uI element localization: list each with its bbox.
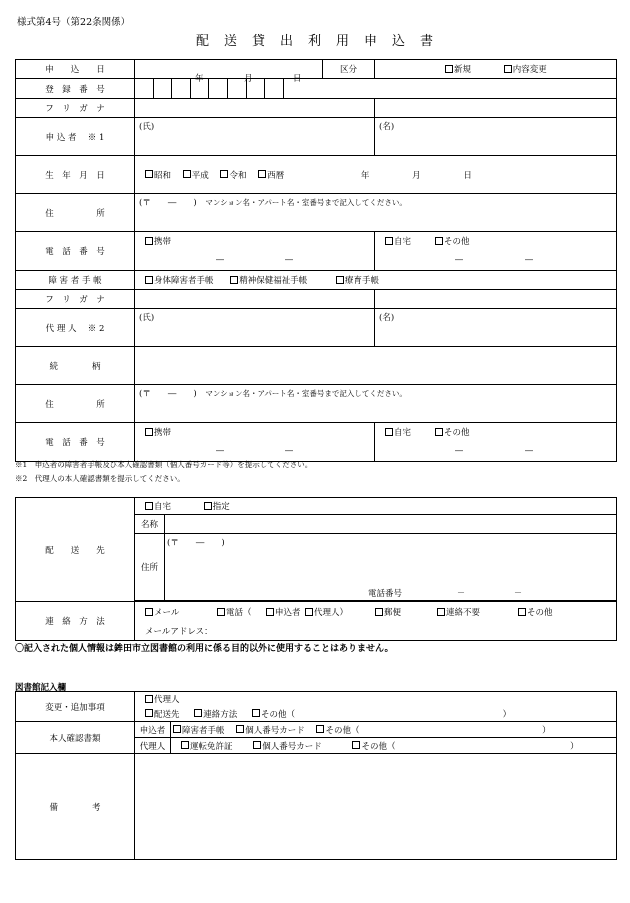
- remarks-field[interactable]: [135, 754, 617, 860]
- agent-postal-code: (〒 ― ): [139, 389, 197, 399]
- dash: ―: [285, 255, 293, 264]
- relation-field[interactable]: [135, 347, 617, 385]
- agent-home-phone-field[interactable]: [375, 423, 617, 462]
- checkbox-icon: [518, 608, 526, 616]
- furigana-family-field[interactable]: [135, 99, 375, 118]
- dest-address-label: 住所: [135, 534, 165, 601]
- day-label: 日: [293, 74, 302, 84]
- home-phone-field[interactable]: [375, 232, 617, 271]
- given-name-label: (名): [379, 122, 395, 132]
- dest-name-label: 名称: [135, 515, 165, 534]
- application-table: [15, 59, 617, 462]
- agent-phone-label: 電 話 番 号: [16, 423, 135, 462]
- checkbox-icon: [145, 170, 153, 178]
- new-option[interactable]: 新規: [445, 65, 471, 75]
- id-agent-field[interactable]: [171, 738, 617, 754]
- birth-year-label: 年: [360, 170, 370, 181]
- checkbox-icon: [316, 725, 324, 733]
- checkbox-icon: [437, 608, 445, 616]
- page-title: 配 送 貸 出 利 用 申 込 書: [195, 34, 434, 49]
- month-label: 月: [244, 74, 253, 84]
- category-field[interactable]: [375, 60, 617, 79]
- family-name-label: (氏): [139, 122, 155, 132]
- delivery-table: [15, 497, 617, 641]
- dash: ―: [455, 446, 463, 455]
- checkbox-icon: [145, 237, 153, 245]
- close-paren: ）: [502, 709, 512, 720]
- birth-day-label: 日: [463, 170, 472, 181]
- furigana-given-field[interactable]: [375, 99, 617, 118]
- digit-box[interactable]: [265, 79, 284, 98]
- checkbox-icon: [183, 170, 191, 178]
- mobile-option[interactable]: 携帯: [145, 235, 171, 247]
- dest-phone-label: 電話番号: [368, 589, 403, 599]
- agent-name-label: 代 理 人 ※ 2: [16, 309, 135, 347]
- id-license-option[interactable]: 運転免許証: [181, 742, 233, 752]
- mail-address-label: メールアドレス：: [145, 627, 213, 637]
- family-name-field[interactable]: [135, 118, 375, 156]
- id-other-option[interactable]: その他（: [316, 726, 359, 736]
- birth-month-label: 月: [412, 170, 421, 181]
- form-id: 様式第4号（第22条関係）: [17, 17, 131, 28]
- agent-home-option[interactable]: 自宅: [385, 426, 411, 438]
- change-other-field[interactable]: [135, 707, 617, 722]
- id-docs-label: 本人確認書類: [16, 722, 135, 754]
- id-agent-label: 代理人: [135, 738, 171, 754]
- postal-code: (〒 ― ): [139, 198, 197, 208]
- checkbox-icon: [435, 428, 443, 436]
- delivery-dest-label: 配 送 先: [16, 498, 135, 602]
- agent-address-field[interactable]: [135, 385, 617, 423]
- digit-box[interactable]: [154, 79, 173, 98]
- checkbox-icon: [445, 65, 453, 73]
- tel-option[interactable]: 電話（: [217, 606, 252, 618]
- checkbox-icon: [258, 170, 266, 178]
- date-field[interactable]: [135, 60, 323, 84]
- contact-other-option[interactable]: その他: [518, 606, 553, 618]
- note-1: ※1 申込者の障害者手帳及び本人確認書類（個人番号カード等）を提示してください。: [15, 460, 313, 469]
- checkbox-icon: [145, 709, 153, 717]
- digit-box[interactable]: [172, 79, 191, 98]
- relation-label: 続 柄: [16, 347, 135, 385]
- post-option[interactable]: 郵便: [375, 606, 401, 618]
- agent-address-label: 住 所: [16, 385, 135, 423]
- id-applicant-label: 申込者: [135, 722, 171, 738]
- dash: ―: [525, 255, 533, 264]
- furigana-label: フ リ ガ ナ: [16, 99, 135, 118]
- change-items-label: 変更・追加事項: [16, 692, 135, 722]
- checkbox-icon: [435, 237, 443, 245]
- registration-label: 登 録 番 号: [16, 79, 135, 99]
- id-mynumber-option[interactable]: 個人番号カード: [236, 726, 305, 736]
- checkbox-icon: [305, 608, 313, 616]
- change-option[interactable]: 内容変更: [504, 65, 547, 75]
- agent-furigana-label: フ リ ガ ナ: [16, 290, 135, 309]
- era-reiwa[interactable]: 令和: [220, 171, 246, 181]
- digit-box[interactable]: [209, 79, 228, 98]
- address-label: 住 所: [16, 194, 135, 232]
- checkbox-icon: [145, 608, 153, 616]
- id-disability-option[interactable]: 障害者手帳: [173, 726, 225, 736]
- checkbox-icon: [194, 709, 202, 717]
- dash: ―: [216, 255, 224, 264]
- contact-method-label: 連 絡 方 法: [16, 602, 135, 641]
- agent-other-option[interactable]: その他: [435, 426, 470, 438]
- checkbox-icon: [230, 276, 238, 284]
- remarks-label: 備 考: [16, 754, 135, 860]
- birthdate-field[interactable]: [135, 156, 617, 194]
- given-name-field[interactable]: [375, 118, 617, 156]
- checkbox-icon: [253, 741, 261, 749]
- tel-agent-option[interactable]: 代理人）: [305, 606, 348, 618]
- agent-given-name-field[interactable]: [375, 309, 617, 347]
- dash: －: [514, 588, 522, 597]
- agent-family-name-field[interactable]: [135, 309, 375, 347]
- dash: －: [457, 588, 465, 597]
- change-agent-field[interactable]: [135, 692, 617, 707]
- address-note: マンション名・アパート名・室番号まで記入してください。: [205, 198, 407, 207]
- ryoiku-option[interactable]: 療育手帳: [336, 276, 379, 286]
- checkbox-icon: [336, 276, 344, 284]
- change-dest-option[interactable]: 配送先: [145, 710, 180, 720]
- agent-furigana-given-field[interactable]: [375, 290, 617, 309]
- close-paren: ）: [570, 741, 579, 752]
- dash: ―: [525, 446, 533, 455]
- address-field[interactable]: [135, 194, 617, 232]
- dest-designated-option[interactable]: 指定: [204, 502, 230, 512]
- phone-label: 電 話 番 号: [16, 232, 135, 271]
- agent-address-note: マンション名・アパート名・室番号まで記入してください。: [205, 389, 407, 398]
- era-heisei[interactable]: 平成: [183, 171, 209, 181]
- checkbox-icon: [504, 65, 512, 73]
- birthdate-label: 生 年 月 日: [16, 156, 135, 194]
- checkbox-icon: [145, 428, 153, 436]
- note-2: ※2 代理人の本人確認書類を提示してください。: [15, 474, 185, 483]
- home-option[interactable]: 自宅: [385, 235, 411, 247]
- checkbox-icon: [217, 608, 225, 616]
- agent-mobile-option[interactable]: 携帯: [145, 426, 171, 438]
- id-applicant-field[interactable]: [171, 722, 617, 738]
- category-label: 区分: [323, 60, 375, 79]
- checkbox-icon: [252, 709, 260, 717]
- era-showa[interactable]: 昭和: [145, 171, 171, 181]
- checkbox-icon: [385, 237, 393, 245]
- privacy-notice: 〇記入された個人情報は鉾田市立図書館の利用に係る目的以外に使用することはありません。: [15, 644, 394, 654]
- mental-option[interactable]: 精神保健福祉手帳: [230, 276, 307, 286]
- checkbox-icon: [145, 276, 153, 284]
- checkbox-icon: [236, 725, 244, 733]
- change-other-option[interactable]: その他（: [252, 710, 295, 720]
- no-contact-option[interactable]: 連絡不要: [437, 606, 480, 618]
- id-agent-mynumber-option[interactable]: 個人番号カード: [253, 742, 322, 752]
- dash: ―: [285, 446, 293, 455]
- dest-type-field[interactable]: [135, 498, 617, 515]
- registration-number-field[interactable]: [135, 79, 617, 99]
- agent-given-label: (名): [379, 313, 395, 323]
- change-agent-option[interactable]: 代理人: [145, 695, 180, 705]
- checkbox-icon: [375, 608, 383, 616]
- checkbox-icon: [181, 741, 189, 749]
- physical-option[interactable]: 身体障害者手帳: [145, 276, 214, 286]
- year-label: 年: [195, 74, 204, 84]
- checkbox-icon: [204, 502, 212, 510]
- change-contact-option[interactable]: 連絡方法: [194, 710, 237, 720]
- agent-family-label: (氏): [139, 313, 155, 323]
- dest-name-field[interactable]: [165, 515, 617, 534]
- close-paren: ）: [542, 725, 551, 736]
- library-section-heading: 図書館記入欄: [15, 683, 67, 693]
- checkbox-icon: [266, 608, 274, 616]
- dash: ―: [455, 255, 463, 264]
- dest-address-field[interactable]: [165, 534, 617, 601]
- era-seireki[interactable]: 西暦: [258, 171, 284, 181]
- dest-postal: (〒 ― ): [167, 538, 225, 548]
- checkbox-icon: [385, 428, 393, 436]
- checkbox-icon: [352, 741, 360, 749]
- mail-option[interactable]: メール: [145, 606, 179, 618]
- mobile-phone-field[interactable]: [135, 232, 375, 271]
- date-label: 申 込 日: [16, 60, 135, 79]
- library-table: [15, 691, 617, 860]
- disability-field[interactable]: [135, 271, 617, 290]
- contact-method-field[interactable]: [135, 602, 617, 641]
- applicant-name-label: 申 込 者 ※ 1: [16, 118, 135, 156]
- tel-applicant-option[interactable]: 申込者: [266, 606, 301, 618]
- checkbox-icon: [145, 695, 153, 703]
- agent-furigana-family-field[interactable]: [135, 290, 375, 309]
- digit-box[interactable]: [135, 79, 154, 98]
- dash: ―: [216, 446, 224, 455]
- checkbox-icon: [145, 502, 153, 510]
- disability-label: 障 害 者 手 帳: [16, 271, 135, 290]
- checkbox-icon: [173, 725, 181, 733]
- id-agent-other-option[interactable]: その他（: [352, 742, 395, 752]
- agent-mobile-field[interactable]: [135, 423, 375, 462]
- dest-home-option[interactable]: 自宅: [145, 502, 171, 512]
- other-option[interactable]: その他: [435, 235, 470, 247]
- checkbox-icon: [220, 170, 228, 178]
